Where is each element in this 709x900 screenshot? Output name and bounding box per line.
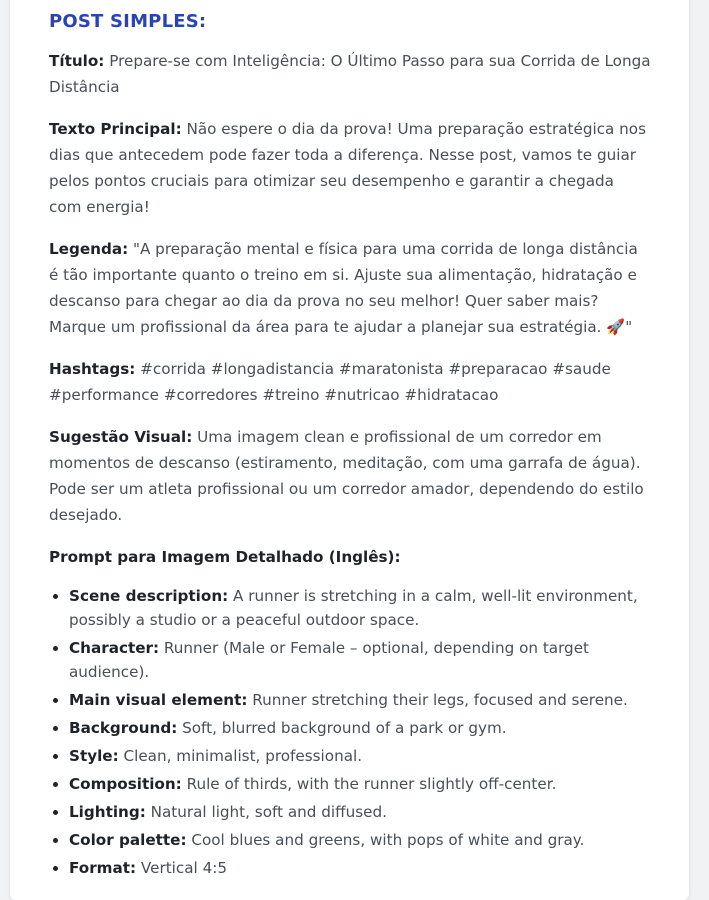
list-item [69, 636, 651, 684]
titulo-paragraph [49, 48, 651, 100]
list-item-label: Main visual element: [69, 691, 248, 709]
sugestao-visual-text: Uma imagem clean e profissional de um corredor em momentos de descanso (estiramento, meditação, com uma garrafa de água). Pode ser um atleta profissional ou um corredor amador, dependendo do estilo desejado. [49, 428, 644, 524]
hashtags-label: Hashtags: [49, 360, 136, 378]
prompt-title: Prompt para Imagem Detalhado (Inglês): [49, 548, 401, 566]
sugestao-visual-paragraph [49, 424, 651, 528]
list-item-text: A runner is stretching in a calm, well-lit environment, possibly a studio or a peaceful outdoor space. [69, 587, 638, 629]
texto-principal-text: Não espere o dia da prova! Uma preparação estratégica nos dias que antecedem pode fazer toda a diferença. Nesse post, vamos te guiar pelos pontos cruciais para otimizar seu desempenho e garantir a chegada com energia! [49, 120, 647, 216]
list-item-text: Clean, minimalist, professional. [123, 747, 363, 765]
legenda-label: Legenda: [49, 240, 129, 258]
list-item-text: Vertical 4:5 [140, 859, 228, 877]
list-item-text: Natural light, soft and diffused. [150, 803, 387, 821]
hashtags-paragraph [49, 356, 651, 408]
titulo-text: Prepare-se com Inteligência: O Último Passo para sua Corrida de Longa Distância [49, 52, 651, 96]
post-heading: POST SIMPLES: [49, 11, 207, 32]
list-item-text: Soft, blurred background of a park or gym. [182, 719, 507, 737]
list-item [69, 716, 651, 740]
list-item-text: Runner stretching their legs, focused and serene. [252, 691, 628, 709]
list-item [69, 828, 651, 852]
list-item-label: Scene description: [69, 587, 229, 605]
post-content [49, 8, 651, 884]
list-item [69, 584, 651, 632]
list-item-label: Composition: [69, 775, 182, 793]
titulo-label: Título: [49, 52, 105, 70]
list-item [69, 744, 651, 768]
list-item-label: Style: [69, 747, 119, 765]
list-item [69, 856, 651, 880]
legenda-paragraph [49, 236, 651, 340]
prompt-list [49, 584, 651, 880]
list-item-label: Background: [69, 719, 178, 737]
list-item [69, 800, 651, 824]
list-item-label: Format: [69, 859, 137, 877]
list-item-text: Runner (Male or Female – optional, depending on target audience). [69, 639, 589, 681]
hashtags-text: #corrida #longadistancia #maratonista #preparacao #saude #performance #corredores #treino #nutricao #hidratacao [49, 360, 611, 404]
list-item-label: Color palette: [69, 831, 187, 849]
list-item [69, 772, 651, 796]
list-item-label: Lighting: [69, 803, 146, 821]
texto-principal-paragraph [49, 116, 651, 220]
list-item-label: Character: [69, 639, 160, 657]
legenda-text: "A preparação mental e física para uma corrida de longa distância é tão importante quanto o treino em si. Ajuste sua alimentação, hidratação e descanso para chegar ao dia da prova no seu melhor! Quer saber mais? Marque um profissional da área para te ajudar a planejar sua estratégia. 🚀" [49, 240, 638, 336]
list-item [69, 688, 651, 712]
texto-principal-label: Texto Principal: [49, 120, 182, 138]
sugestao-visual-label: Sugestão Visual: [49, 428, 193, 446]
list-item-text: Cool blues and greens, with pops of white and gray. [191, 831, 585, 849]
list-item-text: Rule of thirds, with the runner slightly off-center. [186, 775, 557, 793]
